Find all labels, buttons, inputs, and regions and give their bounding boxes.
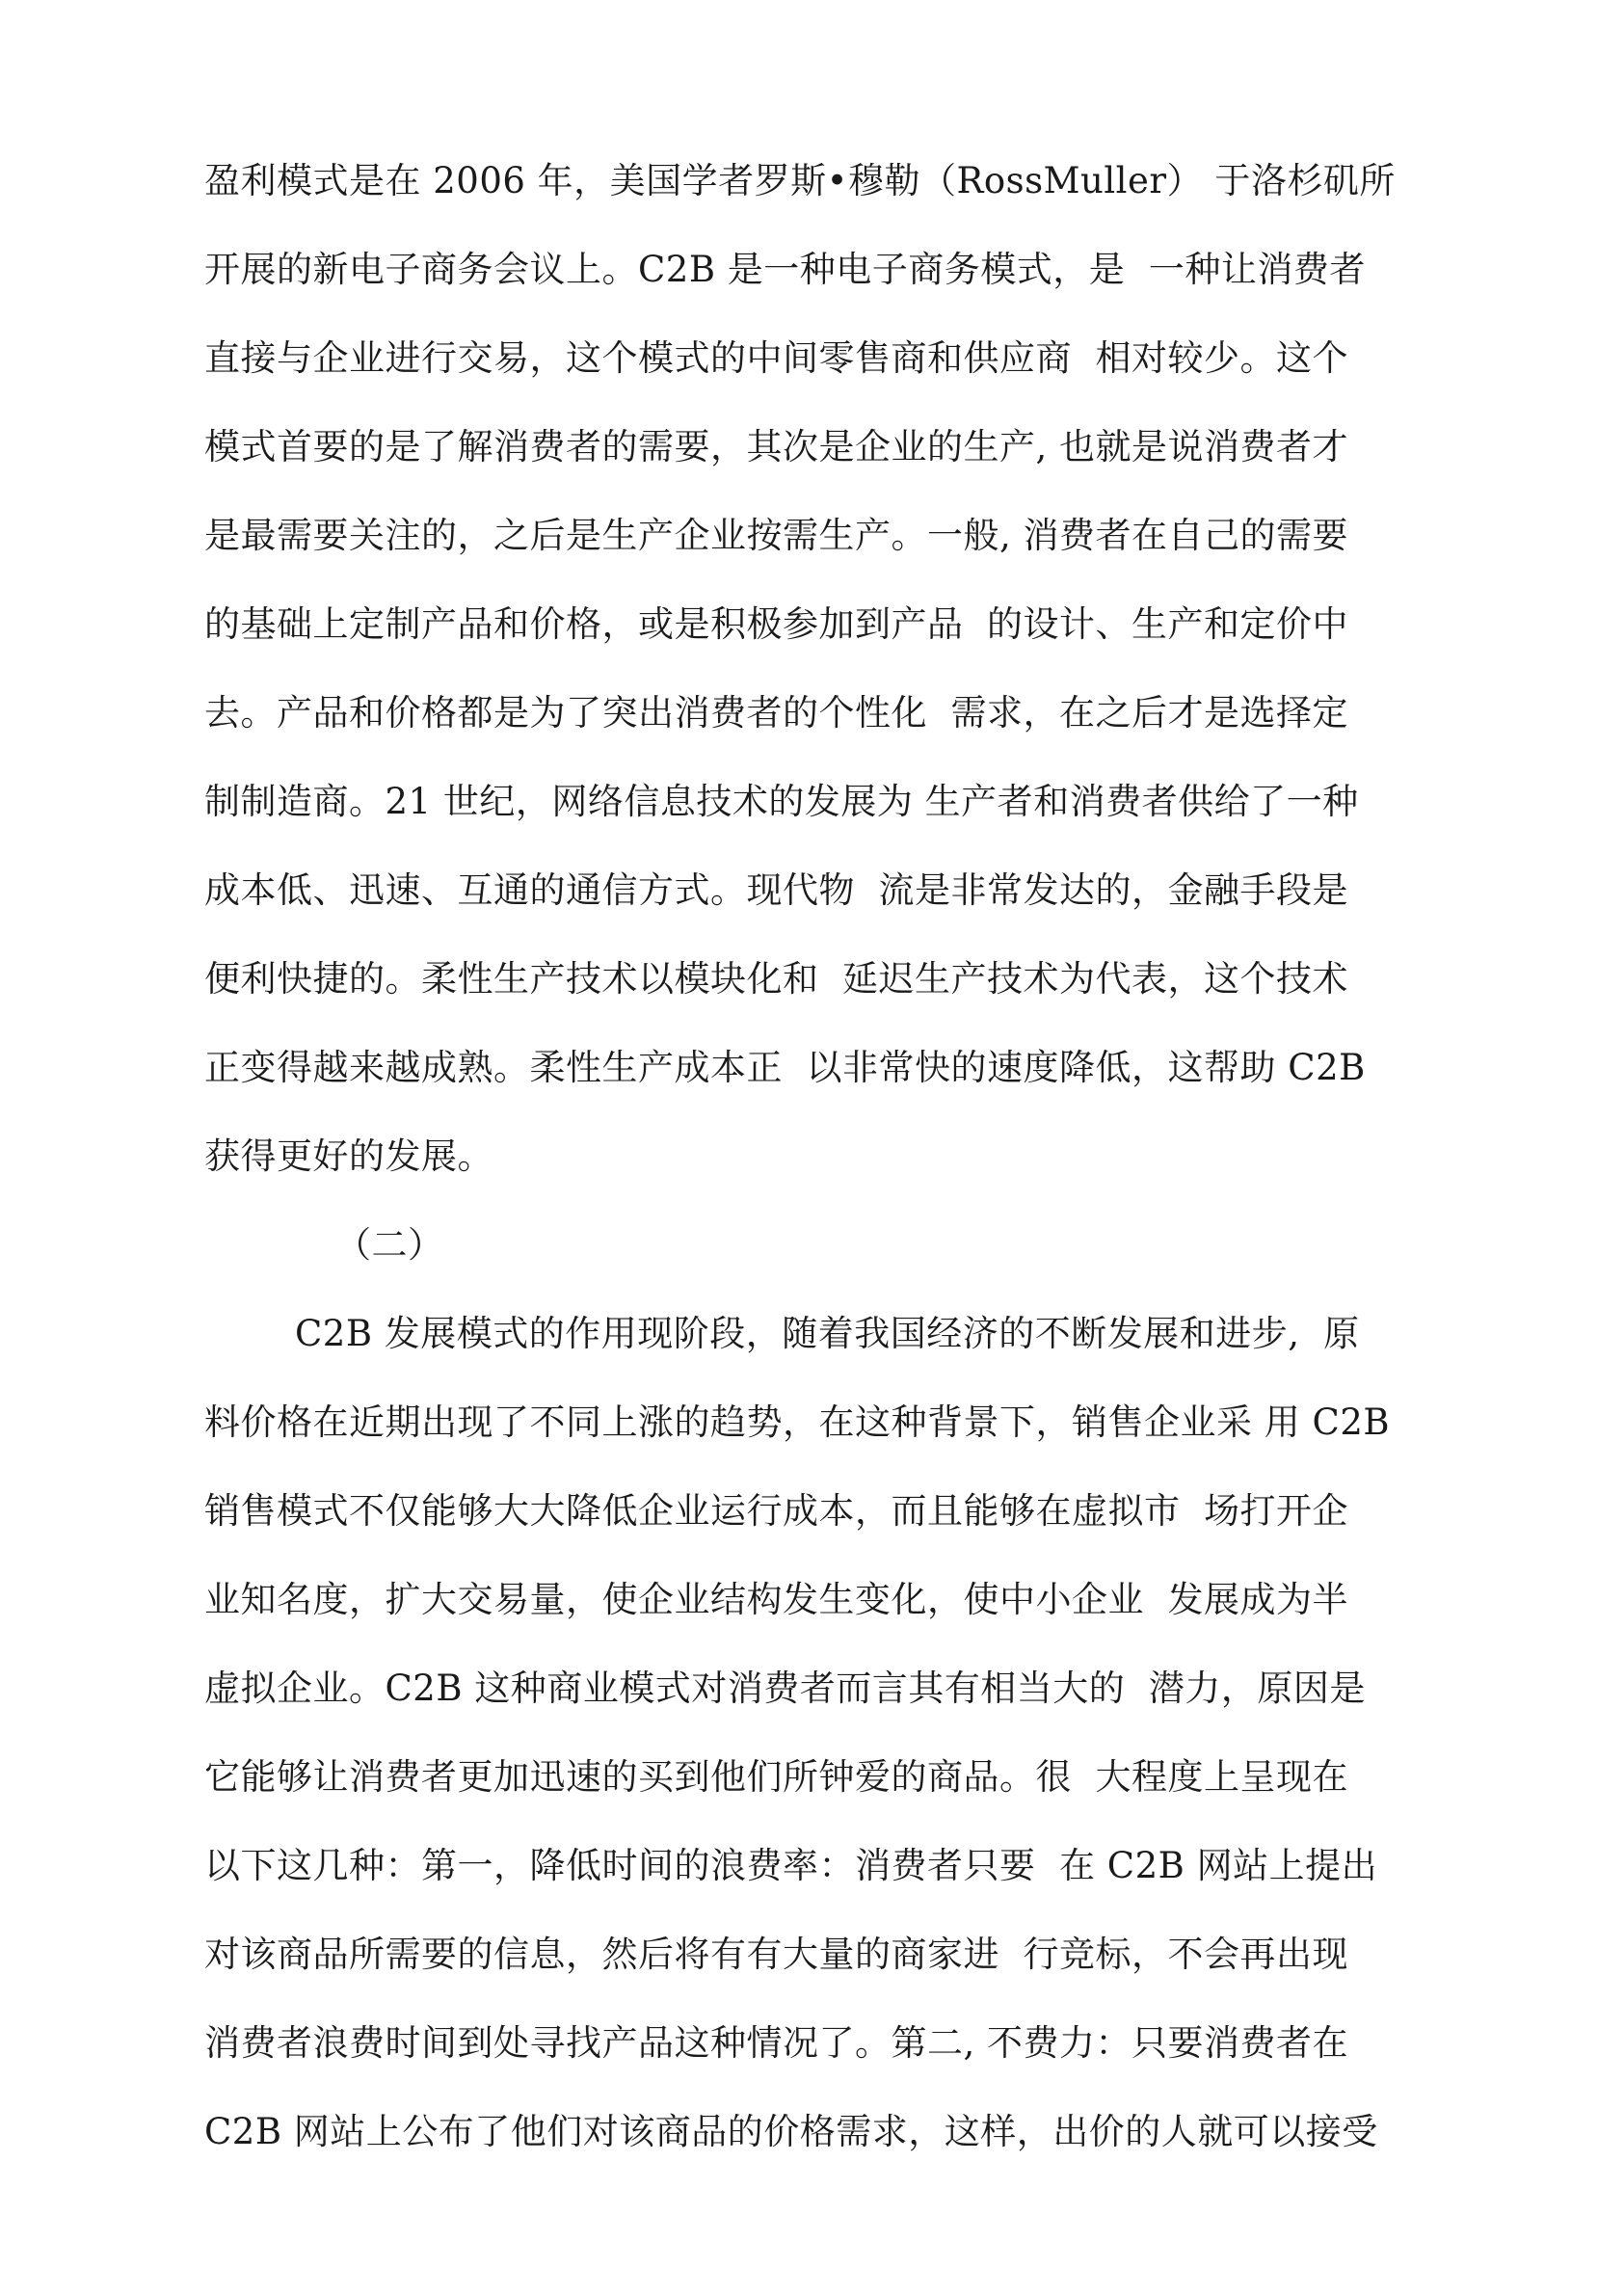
paragraph-1-line: 制制造商。21 世纪，网络信息技术的发展为 生产者和消费者供给了一种	[204, 781, 1359, 822]
paragraph-1-line: 盈利模式是在 2006 年，美国学者罗斯•穆勒（RossMuller） 于洛杉矶所	[204, 160, 1396, 201]
paragraph-1-line: 开展的新电子商务会议上。C2B 是一种电子商务模式，是 一种让消费者	[204, 249, 1366, 290]
paragraph-1-line: 获得更好的发展。	[204, 1135, 493, 1177]
paragraph-1-line: 直接与企业进行交易，这个模式的中间零售商和供应商 相对较少。这个	[204, 337, 1349, 379]
paragraph-2-line: 以下这几种：第一，降低时间的浪费率：消费者只要 在 C2B 网站上提出	[204, 1845, 1378, 1886]
paragraph-2-line: 消费者浪费时间到处寻找产品这种情况了。第二, 不费力：只要消费者在	[204, 2022, 1349, 2064]
paragraph-2-line: C2B 网站上公布了他们对该商品的价格需求，这样，出价的人就可以接受	[204, 2111, 1378, 2152]
paragraph-1-line: 是最需要关注的，之后是生产企业按需生产。一般, 消费者在自己的需要	[204, 515, 1349, 556]
paragraph-2-line: C2B 发展模式的作用现阶段，随着我国经济的不断发展和进步, 原	[295, 1313, 1360, 1354]
paragraph-2-line: 虚拟企业。C2B 这种商业模式对消费者而言其有相当大的 潜力，原因是	[204, 1668, 1366, 1709]
paragraph-1-line: 成本低、迅速、互通的通信方式。现代物 流是非常发达的，金融手段是	[204, 869, 1349, 911]
paragraph-1-line: 去。产品和价格都是为了突出消费者的个性化 需求，在之后才是选择定	[204, 692, 1349, 734]
paragraph-1-line: 便利快捷的。柔性生产技术以模块化和 延迟生产技术为代表，这个技术	[204, 958, 1349, 1000]
paragraph-2-line: 对该商品所需要的信息，然后将有有大量的商家进 行竞标，不会再出现	[204, 1934, 1349, 1975]
paragraph-2-line: 它能够让消费者更加迅速的买到他们所钟爱的商品。很 大程度上呈现在	[204, 1756, 1349, 1798]
paragraph-1-line: 的基础上定制产品和价格，或是积极参加到产品 的设计、生产和定价中	[204, 603, 1349, 645]
paragraph-1-line: 模式首要的是了解消费者的需要，其次是企业的生产, 也就是说消费者才	[204, 426, 1349, 467]
paragraph-2-line: 业知名度，扩大交易量，使企业结构发生变化，使中小企业 发展成为半	[204, 1579, 1349, 1620]
paragraph-2-line: 料价格在近期出现了不同上涨的趋势，在这种背景下，销售企业采 用 C2B	[204, 1401, 1391, 1443]
section-heading: （二）	[335, 1224, 444, 1266]
paragraph-2-line: 销售模式不仅能够大大降低企业运行成本，而且能够在虚拟市 场打开企	[204, 1490, 1349, 1532]
paragraph-1-line: 正变得越来越成熟。柔性生产成本正 以非常快的速度降低，这帮助 C2B	[204, 1047, 1366, 1088]
